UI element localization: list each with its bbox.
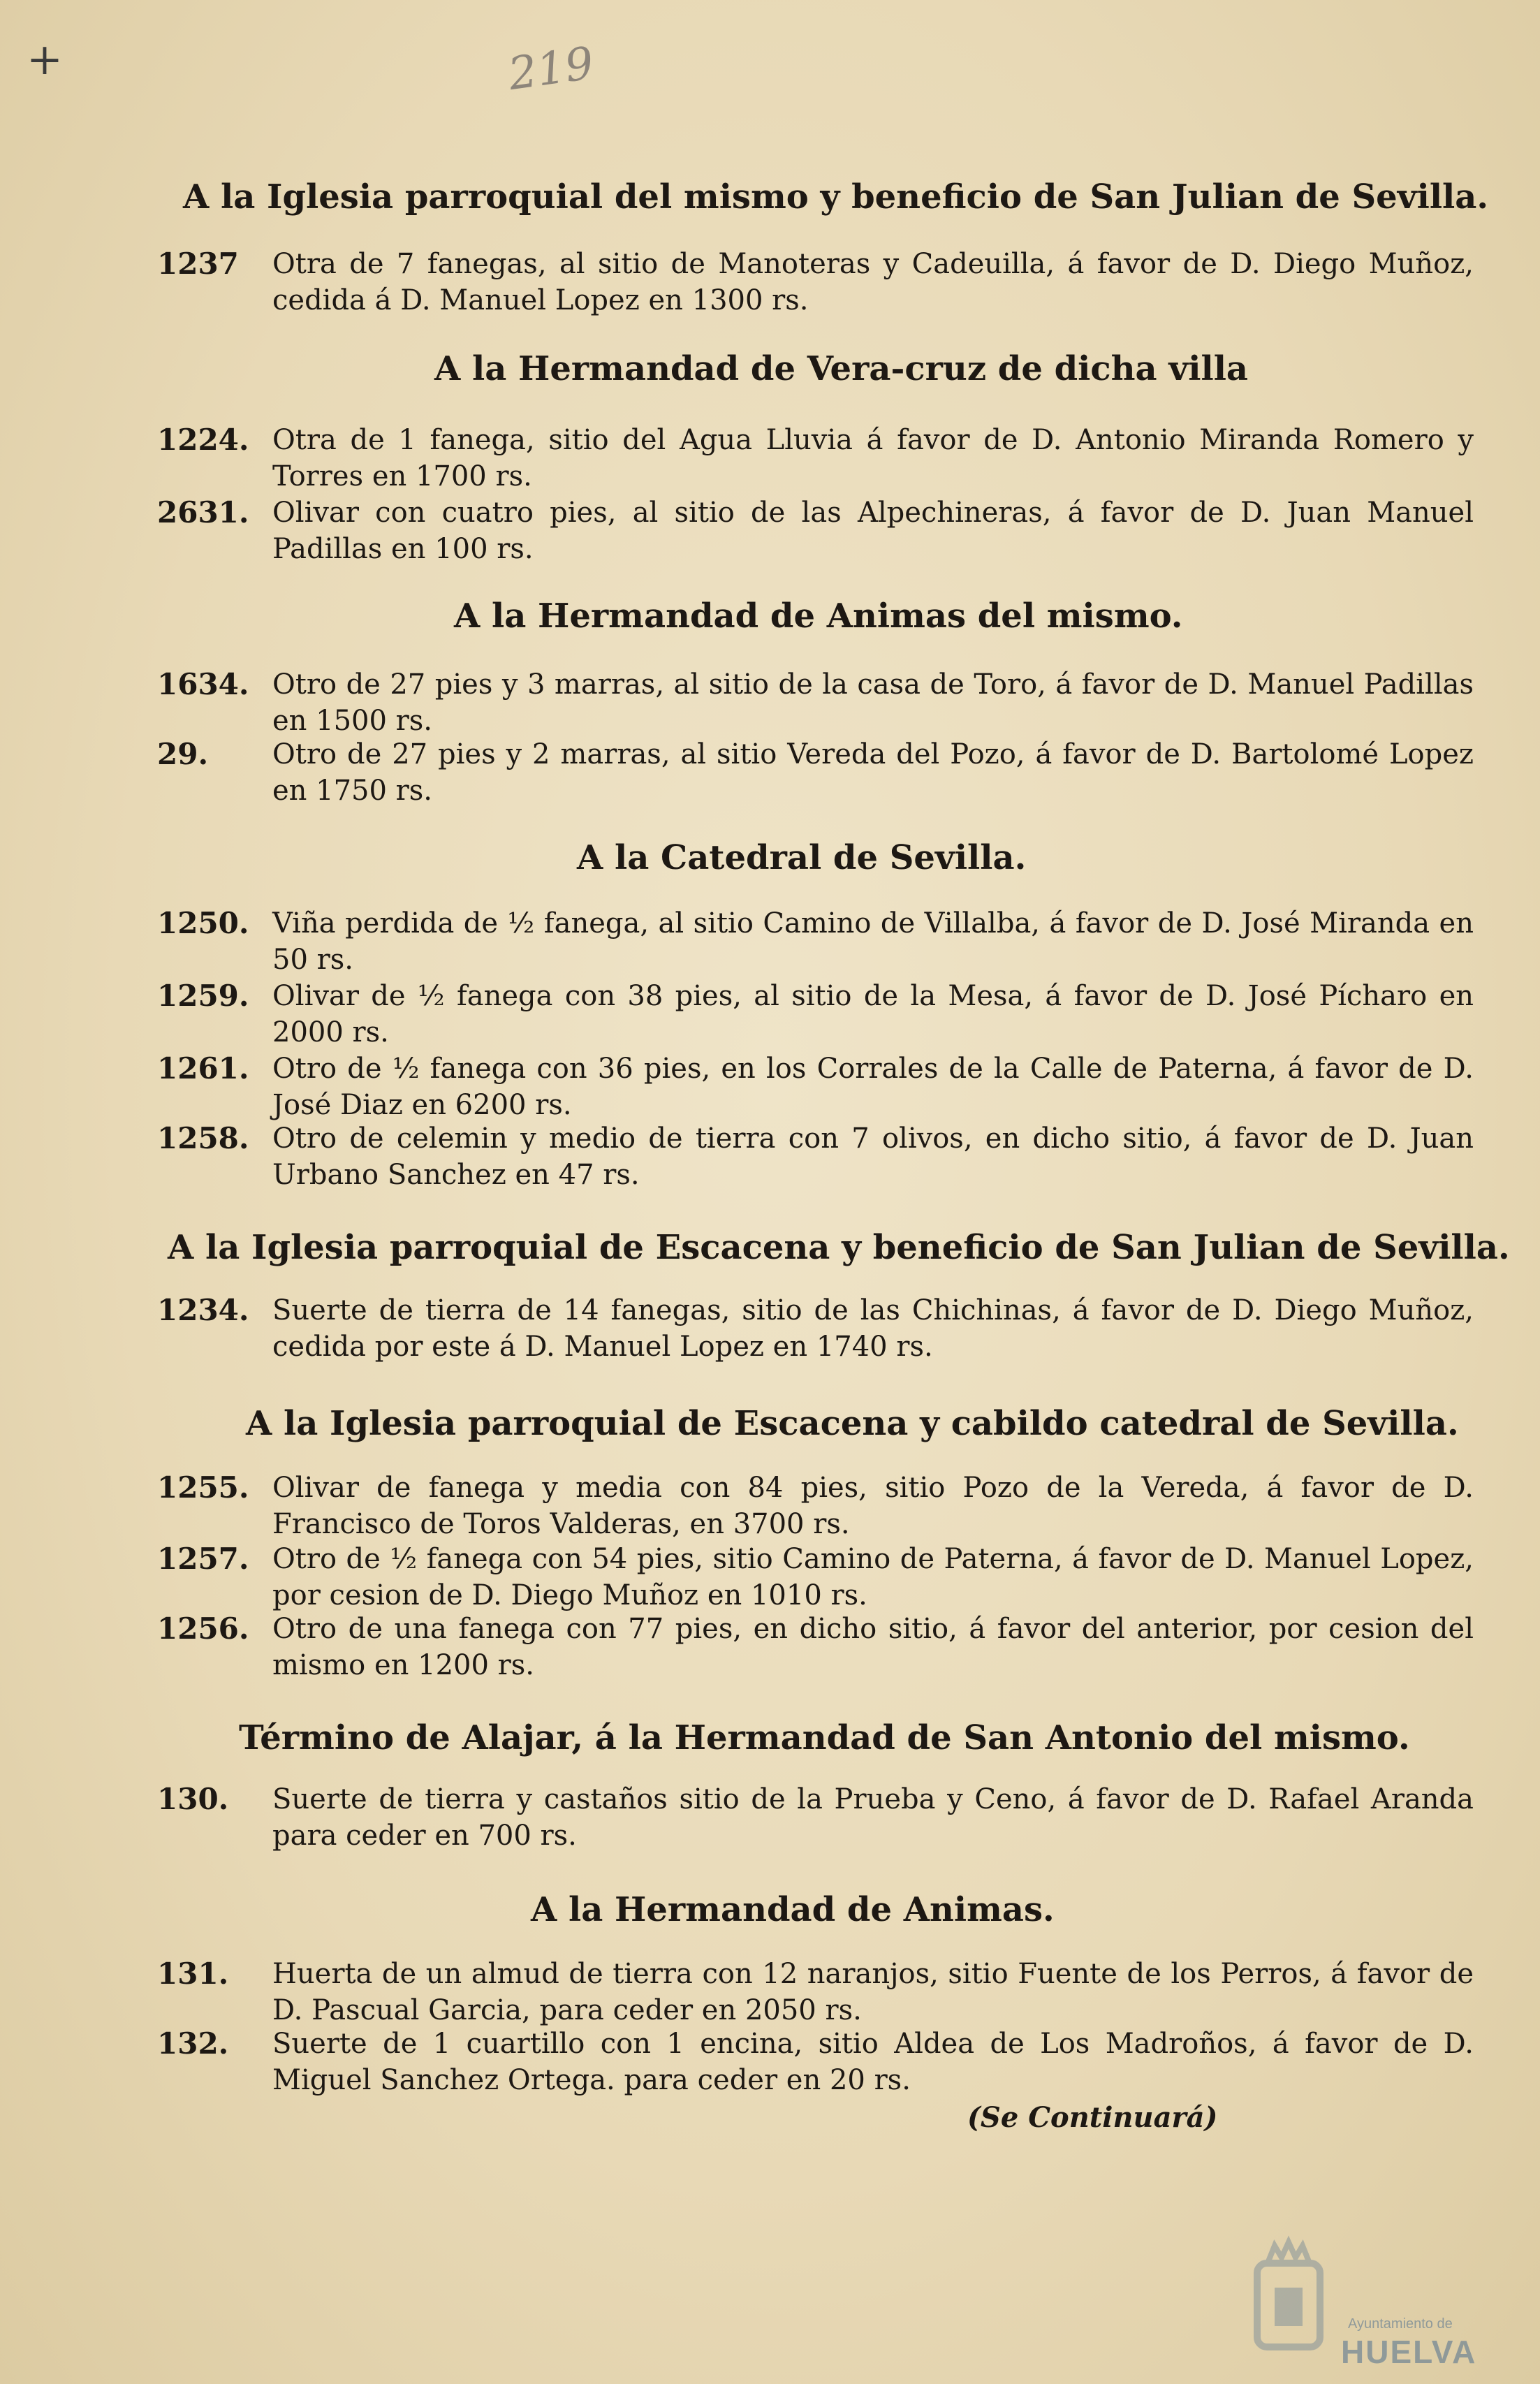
page-number: 219 <box>505 37 597 101</box>
entry-number: 2631. <box>157 495 249 529</box>
entry-text: Otro de 27 pies y 2 marras, al sitio Vereda del Pozo, á favor de D. Bartolomé Lopez en 1750 rs. <box>272 738 1474 807</box>
entry-number: 131. <box>157 1957 229 1991</box>
entry <box>157 2026 1474 2098</box>
entry <box>157 736 1474 809</box>
entry-text: Olivar con cuatro pies, al sitio de las Alpechineras, á favor de D. Juan Manuel Padillas en 100 rs. <box>272 497 1474 565</box>
entry-number: 130. <box>157 1782 229 1816</box>
entry-text: Otro de ½ fanega con 36 pies, en los Corrales de la Calle de Paterna, á favor de D. José Diaz en 6200 rs. <box>272 1053 1474 1121</box>
entry-number: 1234. <box>157 1293 249 1327</box>
entry-text: Viña perdida de ½ fanega, al sitio Camino de Villalba, á favor de D. José Miranda en 50 rs. <box>272 907 1474 976</box>
entry <box>157 978 1474 1051</box>
entry <box>157 1470 1474 1542</box>
entry-number: 29. <box>157 737 209 771</box>
watermark-text: HUELVA <box>1341 2334 1477 2370</box>
entry <box>157 422 1474 495</box>
entry-number: 1224. <box>157 423 249 457</box>
entry <box>157 1051 1474 1123</box>
entry-text: Otro de ½ fanega con 54 pies, sitio Camino de Paterna, á favor de D. Manuel Lopez, por cesion de D. Diego Muñoz en 1010 rs. <box>272 1543 1474 1611</box>
entry-text: Olivar de ½ fanega con 38 pies, al sitio de la Mesa, á favor de D. José Pícharo en 2000 rs. <box>272 980 1474 1048</box>
section-heading: A la Iglesia parroquial de Escacena y beneficio de San Julian de Sevilla. <box>168 1228 1510 1267</box>
section-heading: A la Hermandad de Vera-cruz de dicha villa <box>434 349 1249 388</box>
entry-text: Otro de 27 pies y 3 marras, al sitio de la casa de Toro, á favor de D. Manuel Padillas en 1500 rs. <box>272 668 1474 737</box>
entry-number: 1255. <box>157 1470 249 1505</box>
entry-text: Otro de celemin y medio de tierra con 7 olivos, en dicho sitio, á favor de D. Juan Urbano Sanchez en 47 rs. <box>272 1122 1474 1191</box>
entry-number: 1258. <box>157 1121 249 1155</box>
entry <box>157 1541 1474 1614</box>
entry-number: 1259. <box>157 979 249 1013</box>
watermark-small-text: Ayuntamiento de <box>1348 2316 1453 2332</box>
entry <box>157 1611 1474 1683</box>
entry <box>157 666 1474 739</box>
section-heading: A la Iglesia parroquial de Escacena y cabildo catedral de Sevilla. <box>246 1404 1459 1443</box>
corner-mark: + <box>27 34 63 85</box>
entry <box>157 1956 1474 2028</box>
entry-number: 132. <box>157 2026 229 2061</box>
entry <box>157 1292 1474 1365</box>
entry-number: 1237 <box>157 247 239 281</box>
entry <box>157 1120 1474 1193</box>
entry-number: 1250. <box>157 906 249 940</box>
entry-text: Suerte de tierra de 14 fanegas, sitio de las Chichinas, á favor de D. Diego Muñoz, cedida por este á D. Manuel Lopez en 1740 rs. <box>272 1294 1474 1363</box>
section-heading: A la Catedral de Sevilla. <box>577 838 1027 877</box>
entry <box>157 905 1474 978</box>
continuation-note: (Se Continuará) <box>967 2101 1218 2134</box>
entry-text: Huerta de un almud de tierra con 12 naranjos, sitio Fuente de los Perros, á favor de D. Pascual Garcia, para ceder en 2050 rs. <box>272 1958 1474 2026</box>
entry-text: Suerte de 1 cuartillo con 1 encina, sitio Aldea de Los Madroños, á favor de D. Miguel Sanchez Ortega. para ceder en 20 rs. <box>272 2028 1474 2096</box>
entry-number: 1257. <box>157 1542 249 1576</box>
entry <box>157 1781 1474 1854</box>
entry-number: 1256. <box>157 1611 249 1646</box>
entry-text: Otra de 1 fanega, sitio del Agua Lluvia á favor de D. Antonio Miranda Romero y Torres en 1700 rs. <box>272 424 1474 492</box>
entry <box>157 246 1474 319</box>
entry-text: Otro de una fanega con 77 pies, en dicho sitio, á favor del anterior, por cesion del mismo en 1200 rs. <box>272 1613 1474 1681</box>
entry-text: Olivar de fanega y media con 84 pies, sitio Pozo de la Vereda, á favor de D. Francisco de Toros Valderas, en 3700 rs. <box>272 1472 1474 1540</box>
section-heading: A la Hermandad de Animas del mismo. <box>454 597 1183 636</box>
entry-text: Otra de 7 fanegas, al sitio de Manoteras y Cadeuilla, á favor de D. Diego Muñoz, cedida á D. Manuel Lopez en 1300 rs. <box>272 248 1474 316</box>
entry-number: 1261. <box>157 1051 249 1085</box>
entry-number: 1634. <box>157 667 249 701</box>
section-heading: A la Hermandad de Animas. <box>531 1890 1055 1929</box>
section-heading: A la Iglesia parroquial del mismo y beneficio de San Julian de Sevilla. <box>183 177 1489 217</box>
entry <box>157 495 1474 567</box>
entry-text: Suerte de tierra y castaños sitio de la Prueba y Ceno, á favor de D. Rafael Aranda para ceder en 700 rs. <box>272 1783 1474 1852</box>
section-heading: Término de Alajar, á la Hermandad de San Antonio del mismo. <box>239 1718 1410 1757</box>
